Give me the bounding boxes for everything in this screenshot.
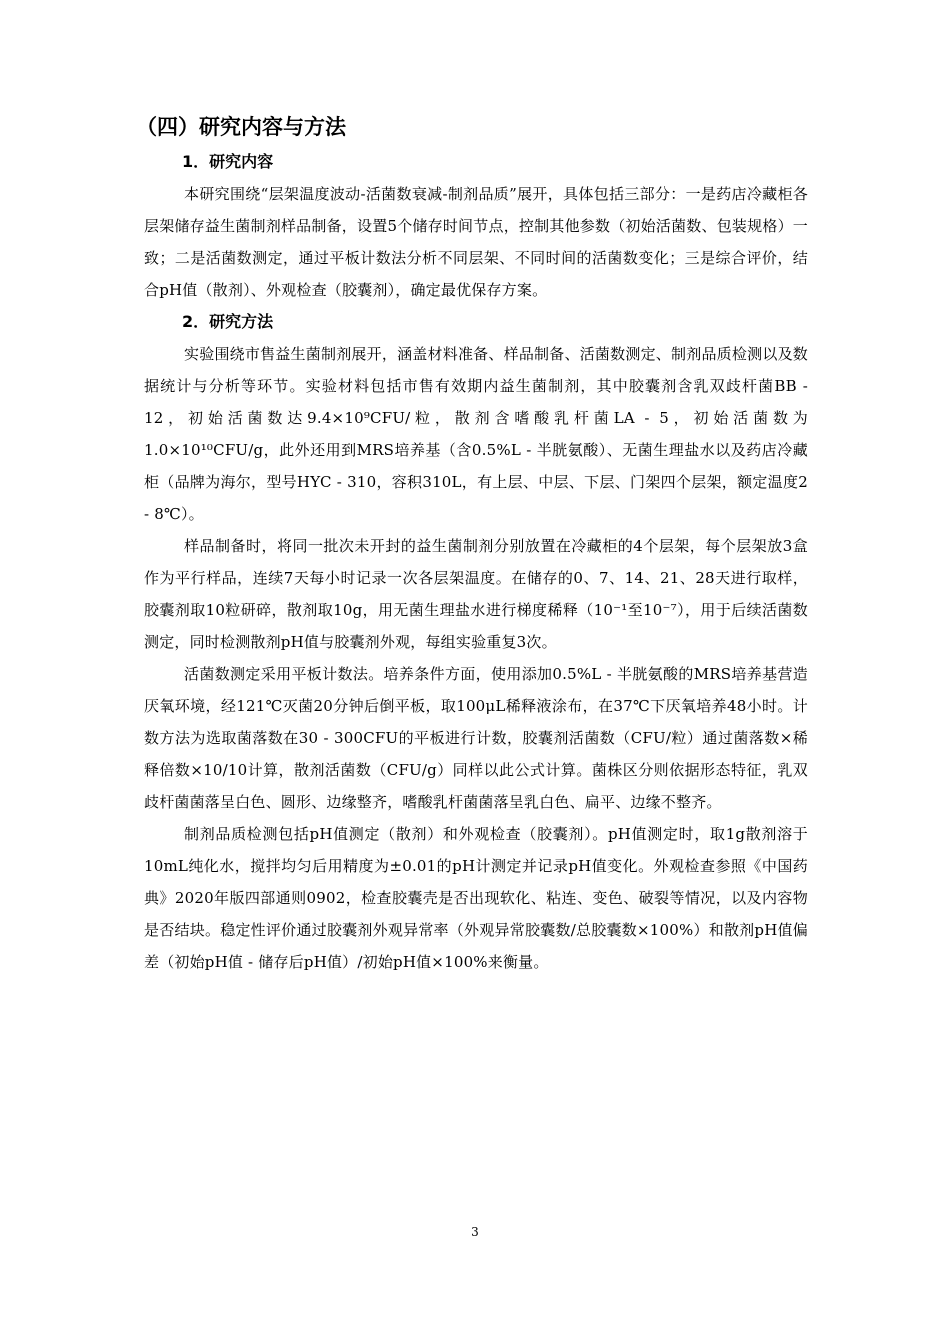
subsection-title-research-content: 1．研究内容 (182, 152, 274, 171)
page-number: 3 (471, 1225, 479, 1239)
paragraph-research-content: 本研究围绕“层架温度波动-活菌数衰减-制剂品质”展开，具体包括三部分：一是药店冷藏柜各层架储存益生菌制剂样品制备，设置5个储存时间节点，控制其他参数（初始活菌数、包装规格）一致；二是活菌数测定，通过平板计数法分析不同层架、不同时间的活菌数变化；三是综合评价，结合pH值（散剂）、外观检查（胶囊剂），确定最优保存方案。 (144, 185, 808, 299)
subsection-title-research-method: 2．研究方法 (182, 312, 274, 331)
section-title: （四）研究内容与方法 (136, 115, 346, 139)
paragraph-quality-testing: 制剂品质检测包括pH值测定（散剂）和外观检查（胶囊剂）。pH值测定时，取1g散剂溶于10mL纯化水，搅拌均匀后用精度为±0.01的pH计测定并记录pH值变化。外观检查参照《中国药典》2020年版四部通则0902，检查胶囊壳是否出现软化、粘连、变色、破裂等情况，以及内容物是否结块。稳定性评价通过胶囊剂外观异常率（外观异常胶囊数/总胶囊数×100%）和散剂pH值偏差（初始pH值 - 储存后pH值）/初始pH值×100%来衡量。 (144, 825, 808, 971)
paragraph-materials: 实验围绕市售益生菌制剂展开，涵盖材料准备、样品制备、活菌数测定、制剂品质检测以及数据统计与分析等环节。实验材料包括市售有效期内益生菌制剂，其中胶囊剂含乳双歧杆菌BB - 12，初始活菌数达9.4×10⁹CFU/粒，散剂含嗜酸乳杆菌LA - 5，初始活菌数为1.0×10¹⁰CFU/g，此外还用到MRS培养基（含0.5%L - 半胱氨酸）、无菌生理盐水以及药店冷藏柜（品牌为海尔，型号HYC - 310，容积310L，有上层、中层、下层、门架四个层架，额定温度2 - 8℃）。 (144, 345, 808, 523)
paragraph-sample-preparation: 样品制备时，将同一批次未开封的益生菌制剂分别放置在冷藏柜的4个层架，每个层架放3盒作为平行样品，连续7天每小时记录一次各层架温度。在储存的0、7、14、21、28天进行取样，胶囊剂取10粒研碎，散剂取10g，用无菌生理盐水进行梯度稀释（10⁻¹至10⁻⁷），用于后续活菌数测定，同时检测散剂pH值与胶囊剂外观，每组实验重复3次。 (144, 537, 808, 651)
page-content (136, 112, 808, 978)
paragraph-viable-count: 活菌数测定采用平板计数法。培养条件方面，使用添加0.5%L - 半胱氨酸的MRS培养基营造厌氧环境，经121℃灭菌20分钟后倒平板，取100μL稀释液涂布，在37℃下厌氧培养48小时。计数方法为选取菌落数在30 - 300CFU的平板进行计数，胶囊剂活菌数（CFU/粒）通过菌落数×稀释倍数×10/10计算，散剂活菌数（CFU/g）同样以此公式计算。菌株区分则依据形态特征，乳双歧杆菌菌落呈白色、圆形、边缘整齐，嗜酸乳杆菌菌落呈乳白色、扁平、边缘不整齐。 (144, 665, 808, 811)
